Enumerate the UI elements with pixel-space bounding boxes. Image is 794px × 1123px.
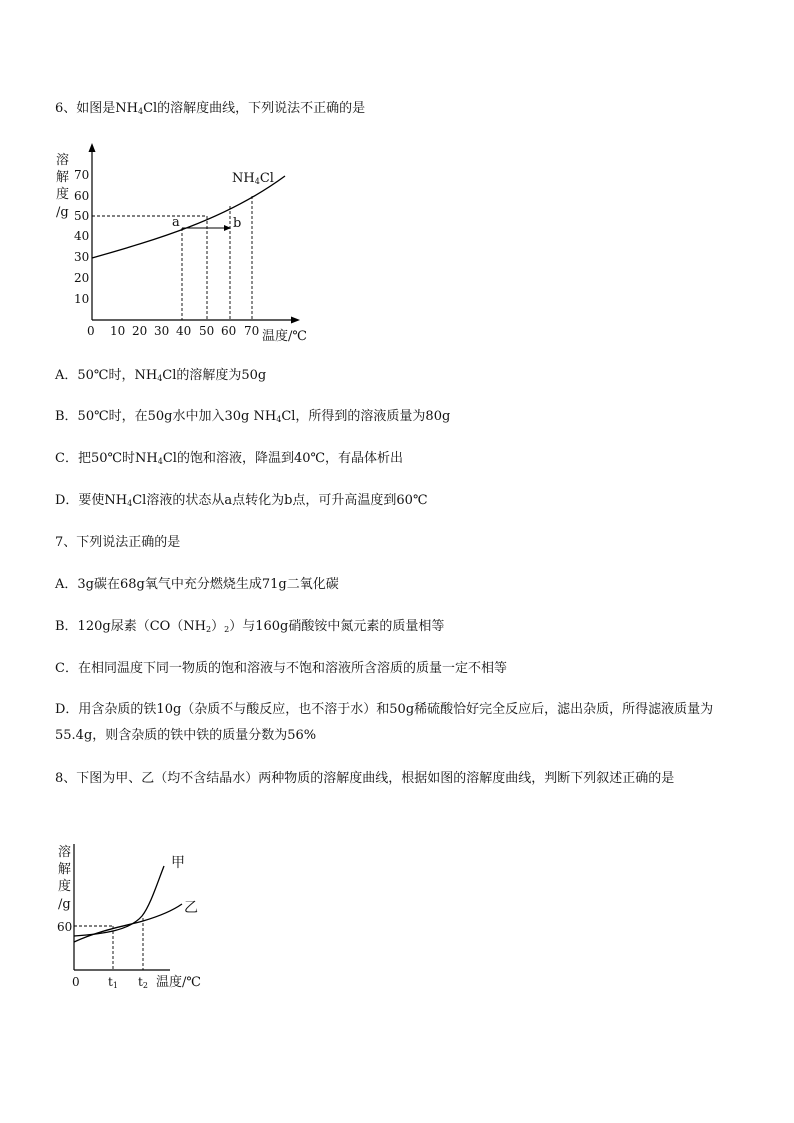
y-axis-label-char: 度	[58, 879, 72, 894]
curve-jia	[74, 866, 164, 936]
q7-option-d: D．用含杂质的铁10g（杂质不与酸反应，也不溶于水）和50g稀硫酸恰好完全反应后，滤出杂质，所得滤液质量为55.4g，则含杂质的铁中铁的质量分数为56%	[55, 702, 714, 743]
nh4cl-curve	[92, 176, 285, 258]
q7-option-c: C．在相同温度下同一物质的饱和溶液与不饱和溶液所含溶质的质量一定不相等	[55, 661, 507, 676]
x-tick-label: 70	[244, 324, 260, 338]
x-axis-arrow	[291, 317, 300, 324]
y-axis-label-char: 溶	[56, 153, 70, 168]
y-tick-label: 10	[74, 292, 90, 306]
point-b-label: b	[233, 216, 242, 231]
y-tick-label: 60	[74, 189, 90, 203]
q6-option-c: C．把50℃时$NH_4Cl$的饱和溶液，降温到40℃，有晶体析出	[55, 451, 404, 466]
y-tick-60: 60	[57, 920, 73, 934]
y-tick-label: 40	[74, 229, 90, 243]
y-tick-label: 30	[74, 250, 90, 264]
q7-option-a: A．3g碳在68g氧气中充分燃烧生成71g二氧化碳	[55, 577, 339, 592]
question-8-stem: 8、下图为甲、乙（均不含结晶水）两种物质的溶解度曲线，根据如图的溶解度曲线，判断下列叙述正确的是	[55, 771, 675, 786]
y-axis-label-char: 解	[56, 170, 70, 185]
curve-yi	[74, 904, 182, 942]
y-axis-label-char: /g	[56, 205, 69, 220]
question-7-stem: 7、下列说法正确的是	[55, 535, 181, 550]
x-tick-label: 30	[154, 324, 170, 338]
y-tick-label: 20	[74, 271, 90, 285]
q6-option-a: A．50℃时，$NH_4Cl$的溶解度为50g	[55, 368, 267, 383]
t2-label: t2	[138, 975, 148, 990]
y-axis-label-char: /g	[58, 897, 71, 912]
x-tick-label: 50	[199, 324, 215, 338]
question-6-stem: 6、如图是$NH_4Cl$的溶解度曲线，下列说法不正确的是	[55, 101, 366, 116]
curve-label: NH4Cl	[232, 171, 274, 186]
y-axis-arrow	[89, 143, 96, 152]
point-a-label: a	[172, 215, 180, 230]
y-axis-label-char: 解	[58, 862, 72, 877]
origin-label: 0	[72, 975, 80, 989]
nh4cl-solubility-figure	[50, 140, 320, 350]
t1-label: t1	[108, 975, 118, 990]
x-axis-label: 温度/℃	[156, 975, 201, 990]
x-tick-label: 60	[221, 324, 237, 338]
y-tick-label: 50	[74, 209, 90, 223]
x-tick-label: 0	[87, 324, 95, 338]
curve-yi-label: 乙	[184, 900, 198, 916]
a-to-b-arrowhead	[224, 225, 231, 231]
x-tick-label: 40	[176, 324, 192, 338]
y-tick-label: 70	[74, 168, 90, 182]
x-tick-label: 20	[132, 324, 148, 338]
q6-option-b: B．50℃时，在50g水中加入30g $NH_4Cl$，所得到的溶液质量为80g	[55, 409, 451, 424]
q7-option-b: B．120g尿素$(CO(NH_2)_2)$与160g硝酸铵中氮元素的质量相等	[55, 619, 445, 634]
q6-option-d: D．要使$NH_4Cl$溶液的状态从a点转化为b点，可升高温度到60℃	[55, 493, 428, 508]
jia-yi-solubility-figure	[50, 838, 220, 998]
curve-jia-label: 甲	[171, 855, 185, 871]
x-tick-label: 10	[110, 324, 126, 338]
y-axis-label-char: 溶	[58, 845, 72, 860]
x-axis-label: 温度/℃	[262, 329, 307, 344]
y-axis-label-char: 度	[56, 187, 70, 202]
